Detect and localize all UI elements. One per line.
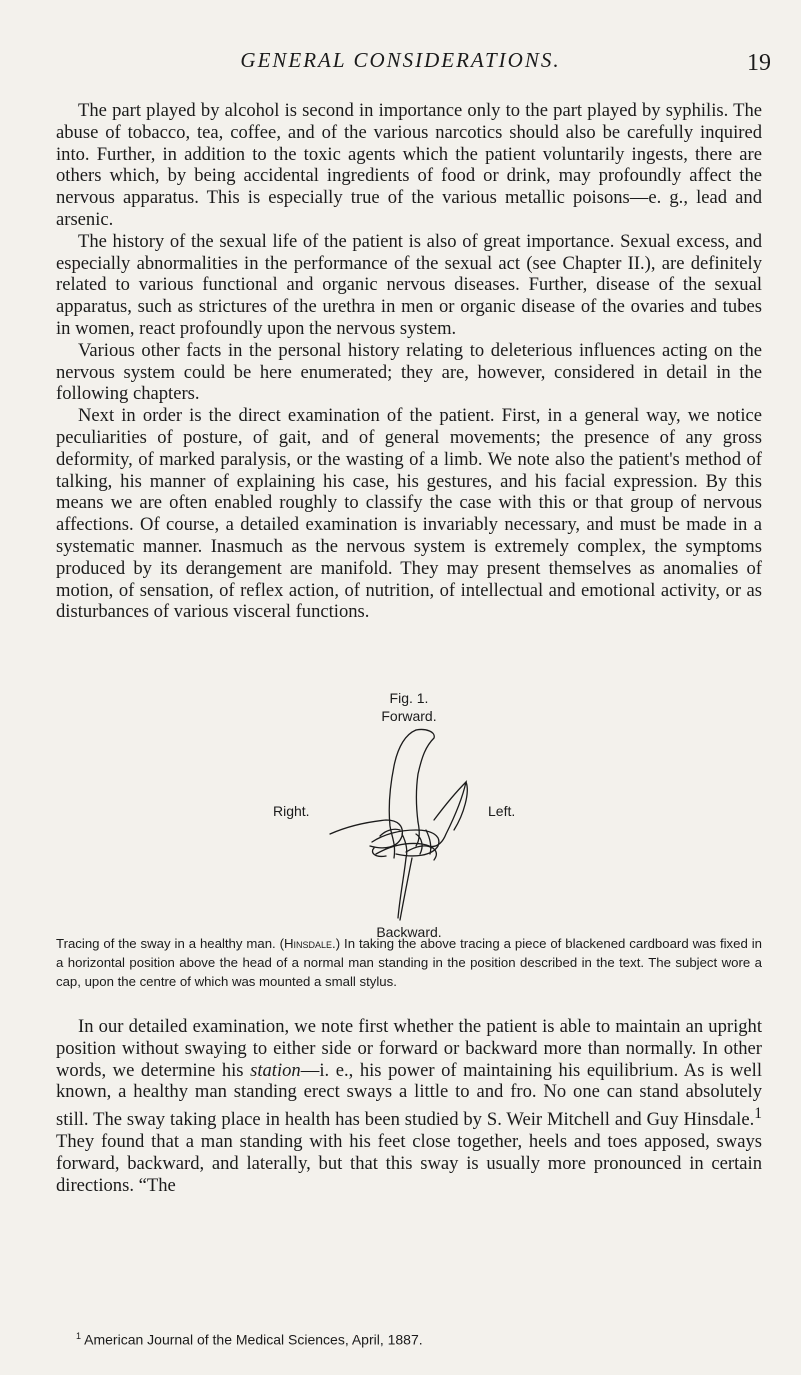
footnote-text: American Journal of the Medical Sciences, April, 1887. [81, 1331, 423, 1348]
page-header [0, 48, 801, 78]
figure-sway-tracing [56, 690, 762, 1050]
figure-left-label: Left. [488, 803, 516, 819]
caption-text-start: Tracing of the sway in a healthy man. ( [56, 936, 285, 951]
paragraph-toxic-agents: The part played by alcohol is second in importance only to the part played by syphilis. The abuse of tobacco, tea, coffee, and of the various narcotics should also be carefully inquired into. Further, in addition to the toxic agents which the patient voluntarily ingests, there are others which, by being accidental ingredients of food or drink, may profoundly affect the nervous apparatus. This is especially true of the various metallic poisons—e. g., lead and arsenic. [56, 100, 762, 230]
caption-text-end: ) In taking the above tracing a piece of blackened cardboard was fixed in a horizontal position above the head of a normal man standing in the position described in the text. The subject wore a cap, upon the centre of which was mounted a small stylus. [56, 936, 762, 989]
paragraph-sexual-history: The history of the sexual life of the patient is also of great importance. Sexual excess, and especially abnormalities in the performance of the sexual act (see Chapter II.), are definitely related to various functional and organic nervous diseases. Further, disease of the sexual apparatus, such as strictures of the urethra in men or organic disease of the ovaries and tubes in women, react profoundly upon the nervous system. [56, 230, 762, 339]
figure-label: Fig. 1. [389, 690, 429, 706]
footnote-reference: 1 [754, 1105, 762, 1123]
body-text-continued [56, 1016, 762, 1197]
paragraph-text-part1: In our detailed examination, we note first whether the patient is able to maintain an upright position without swaying to either side or forward or backward more than normally. In other words, we determine his [56, 1016, 762, 1081]
caption-author: Hinsdale. [284, 936, 336, 951]
figure-forward-label: Forward. [381, 708, 437, 724]
paragraph-detailed-examination [56, 1016, 762, 1197]
body-text [56, 100, 762, 623]
page-number: 19 [747, 50, 771, 76]
paragraph-other-facts: Various other facts in the personal history relating to deleterious influences acting on the nervous system could be here enumerated; they are, however, considered in detail in the following chapters. [56, 339, 762, 405]
paragraph-text-part3: They found that a man standing with his feet close together, heels and toes apposed, sways forward, backward, and laterally, but that this sway is usually more pronounced in certain directions. “The [56, 1131, 762, 1196]
paragraph-direct-examination: Next in order is the direct examination of the patient. First, in a general way, we notice peculiarities of posture, of gait, and of general movements; the presence of any gross deformity, of marked paralysis, or the wasting of a limb. We note also the patient's method of talking, his manner of explaining his case, his gestures, and his facial expression. By this means we are often enabled roughly to classify the case with this or that group of nervous affections. Of course, a detailed examination is invariably necessary, and must be made in a systematic manner. Inasmuch as the nervous system is extremely complex, the symptoms produced by its derangement are manifold. They may present themselves as anomalies of motion, of sensation, of reflex action, of nutrition, of intellectual and emotional activity, or as disturbances of various visceral functions. [56, 405, 762, 623]
sway-tracing-drawing [266, 726, 546, 926]
footnote-marker: 1 [76, 1331, 82, 1341]
figure-caption [56, 934, 762, 991]
running-head: GENERAL CONSIDERATIONS. [240, 48, 561, 72]
figure-right-label: Right. [273, 803, 310, 819]
figure-backward-label: Backward. [376, 924, 442, 940]
paragraph-text-part2: —i. e., his power of maintaining his equilibrium. As is well known, a healthy man standing erect sways a little to and fro. No one can stand absolutely still. The sway taking place in health has been studied by S. Weir Mitchell and Guy Hinsdale. [56, 1059, 762, 1131]
italic-station: station [250, 1059, 301, 1081]
footnote [76, 1331, 423, 1348]
